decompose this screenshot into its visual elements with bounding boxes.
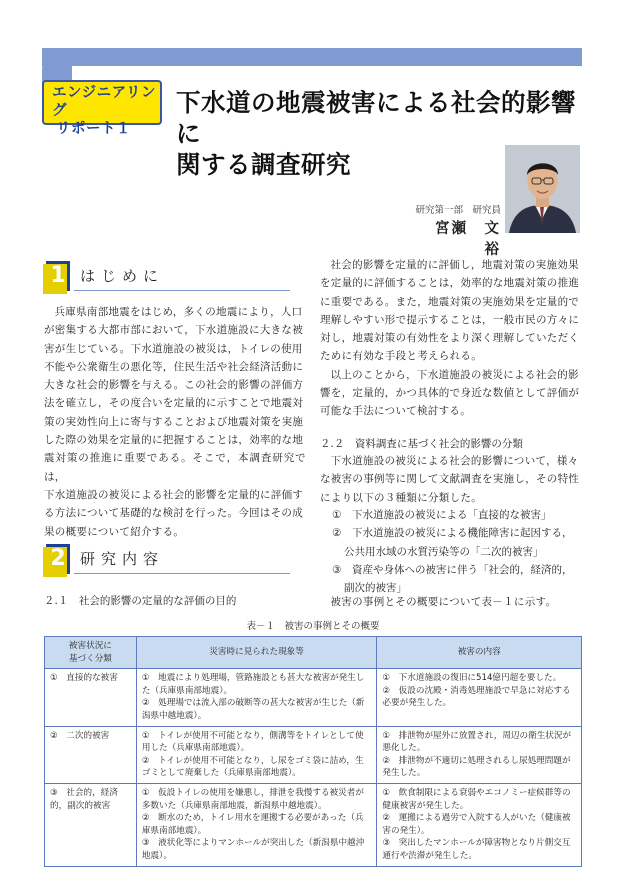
author-role: 研究第一部 研究員 xyxy=(415,205,501,216)
intro-line: 震対策の推進に重要である。そこで，本調査研究では， xyxy=(44,452,306,483)
list-item xyxy=(332,506,584,524)
table-row xyxy=(45,669,582,726)
cell-line: ① 下水道施設の復旧に514億円超を要した。 xyxy=(382,673,562,684)
intro-line: 兵庫県南部地震をはじめ，多くの地震により，人口 xyxy=(54,306,303,318)
intro-line: 策の実効性向上に寄与することおよび地震対策を実施 xyxy=(44,415,304,428)
cell-line: ① 地震により処理場，管路施設とも甚大な被害が発生した（兵庫県南部地震）。 xyxy=(141,673,365,696)
cell-phenomena xyxy=(136,783,377,866)
cell-content xyxy=(377,726,582,783)
text-line: により以下の３種類に分類した。 xyxy=(320,491,482,504)
author-name: 宮瀬 文裕 xyxy=(435,221,501,258)
cell-line: ② 仮設の沈殿・消毒処理施設で早急に対応する必要が発生した。 xyxy=(382,685,571,709)
cell-phenomena xyxy=(136,669,377,726)
text-line: 可能な手法について検討する。 xyxy=(320,405,471,418)
intro-line: 害が生じている。下水道施設の被災は，トイレの使用 xyxy=(44,342,303,355)
section-1-title: はじめに xyxy=(80,267,165,285)
cell-line: ② トイレが使用不可能となり，し尿をゴミ袋に詰め，生ゴミとして廃棄した（兵庫県南部地震）。 xyxy=(141,755,364,779)
cell-line: ① 排泄物が屋外に放置され，周辺の衛生状況が悪化した。 xyxy=(382,730,572,754)
cell-line: ① 仮設トイレの使用を嫌悪し，排泄を我慢する被災者が多数いた（兵庫県南部地震，新潟県中越地震）。 xyxy=(141,787,364,811)
section-2-title: 研究内容 xyxy=(80,550,165,568)
cell-line: ② 処理場では流入部の破断等の甚大な被害が生じた（新潟県中越地震）。 xyxy=(141,698,365,721)
cell-line: ① トイレが使用不可能となり，側溝等をトイレとして使用した（兵庫県南部地震）。 xyxy=(141,730,364,754)
text-line: 対し，地震対策の有効性をより深く理解していただく xyxy=(320,332,580,345)
right-paragraph-4: 被害の事例とその概要について表－１に示す。 xyxy=(330,596,557,608)
report-badge-label xyxy=(52,84,162,138)
section-2-number: 2 xyxy=(46,544,70,574)
text-line: 社会的影響を定量的に評価し，地震対策の実施効果 xyxy=(330,259,579,271)
list-item xyxy=(332,561,584,598)
table-header-row xyxy=(45,637,582,669)
header-bar xyxy=(42,48,582,66)
table-row xyxy=(45,726,582,783)
right-paragraph-1 xyxy=(320,256,582,421)
list-marker: ② xyxy=(332,527,342,540)
section-1-number: 1 xyxy=(46,261,70,291)
right-paragraph-3 xyxy=(320,452,582,507)
cell-line: ① 飲食制限による衰弱やエコノミー症候群等の健康被害が発生した。 xyxy=(382,787,571,811)
subheading-2-1: ２.１ 社会的影響の定量的な評価の目的 xyxy=(44,595,237,607)
text-line: 以上のことから，下水道施設の被災による社会的影 xyxy=(330,368,579,381)
intro-line: 下水道施設の被災による社会的影響を定量的に評価す xyxy=(44,488,304,501)
intro-line: した際の効果を定量的に把握することは，効率的な地 xyxy=(44,434,304,447)
section-2-underline xyxy=(74,573,290,574)
cell-category: ② 二次的被害 xyxy=(45,726,137,783)
list-marker: ③ xyxy=(332,563,342,576)
intro-line: 法を確立し，その度合いを定量的に示すことで地震対 xyxy=(44,397,304,410)
header-content: 被害の内容 xyxy=(377,637,582,669)
text-line: な被害の事例等に関して文献調査を実施し，その特性 xyxy=(320,473,580,486)
subheading-2-2: ２.２ 資料調査に基づく社会的影響の分類 xyxy=(320,438,523,450)
table-caption: 表－１ 被害の事例とその概要 xyxy=(246,621,380,632)
cell-line: ② 運搬による過労で入院する人がいた（健康被害の発生）。 xyxy=(382,813,571,836)
badge-line-1: エンジニアリング xyxy=(52,85,157,119)
intro-line: る方法について基礎的な検討を行った。今回はその成 xyxy=(44,507,303,520)
text-line: 下水道施設の被災による社会的影響について，様々 xyxy=(330,455,579,467)
intro-paragraph xyxy=(44,303,306,541)
cell-line: ② 断水のため，トイレ用水を運搬する必要があった（兵庫県南部地震）。 xyxy=(141,813,364,836)
cell-content xyxy=(377,783,582,866)
cell-category: ① 直接的な被害 xyxy=(45,669,137,726)
title-line-2: 関する調査研究 xyxy=(176,150,351,179)
list-text-line: 公共用水域の水質汚染等の「二次的被害」 xyxy=(344,545,544,558)
list-text xyxy=(344,561,573,598)
badge-line-2: リポート１ xyxy=(56,121,131,137)
text-line: 響を，定量的，かつ具体的で身近な数値として評価が xyxy=(320,387,580,400)
intro-line: 果の概要について紹介する。 xyxy=(44,525,185,538)
text-line: 理解しやすい形で提示することは，一般市民の方々に xyxy=(320,313,580,326)
title-line-1: 下水道の地震被害による社会的影響に xyxy=(176,88,576,148)
text-line: を定量的に評価することは，効率的な地震対策の推進 xyxy=(320,277,580,290)
intro-line: 不能や公衆衛生の悪化等，住民生活や社会経済活動に xyxy=(44,360,304,373)
cell-line: ③ 突出したマンホールが障害物となり片側交互通行や渋滞が発生した。 xyxy=(382,838,571,861)
portrait-image xyxy=(505,145,580,233)
cell-line: ② 排泄物が不適切に処理されるし尿処理問題が発生した。 xyxy=(382,755,571,779)
cell-content xyxy=(377,669,582,726)
header-phenomena: 災害時に見られた現象等 xyxy=(136,637,377,669)
cell-category: ③ 社会的，経済的，副次的被害 xyxy=(45,783,137,866)
section-1-underline xyxy=(74,290,290,291)
list-text-line: 下水道施設の被災による機能障害に起因する， xyxy=(352,527,573,540)
author-photo xyxy=(505,145,580,233)
damage-table xyxy=(44,636,582,867)
list-text: 下水道施設の被災による「直接的な被害」 xyxy=(352,509,552,521)
classification-list xyxy=(332,506,584,597)
list-text-line: 資産や身体への被害に伴う「社会的，経済的， xyxy=(352,563,573,576)
text-line: に重要である。また，地震対策の実施効果を定量的で xyxy=(320,295,580,308)
intro-line: 大きな社会的影響を与える。この社会的影響の評価方 xyxy=(44,379,304,392)
table-row xyxy=(45,783,582,866)
list-item xyxy=(332,524,584,561)
text-line: ために有効な手段と考えられる。 xyxy=(320,350,482,363)
cell-line: ③ 液状化等によりマンホールが突出した（新潟県中越沖地震）。 xyxy=(141,838,365,861)
list-marker: ① xyxy=(332,509,342,521)
list-text-line: 副次的被害」 xyxy=(344,582,407,595)
cell-phenomena xyxy=(136,726,377,783)
list-text xyxy=(344,524,573,561)
header-classification: 被害状況に 基づく分類 xyxy=(45,637,137,669)
intro-line: が密集する大都市部において，下水道施設に大きな被 xyxy=(44,324,303,337)
